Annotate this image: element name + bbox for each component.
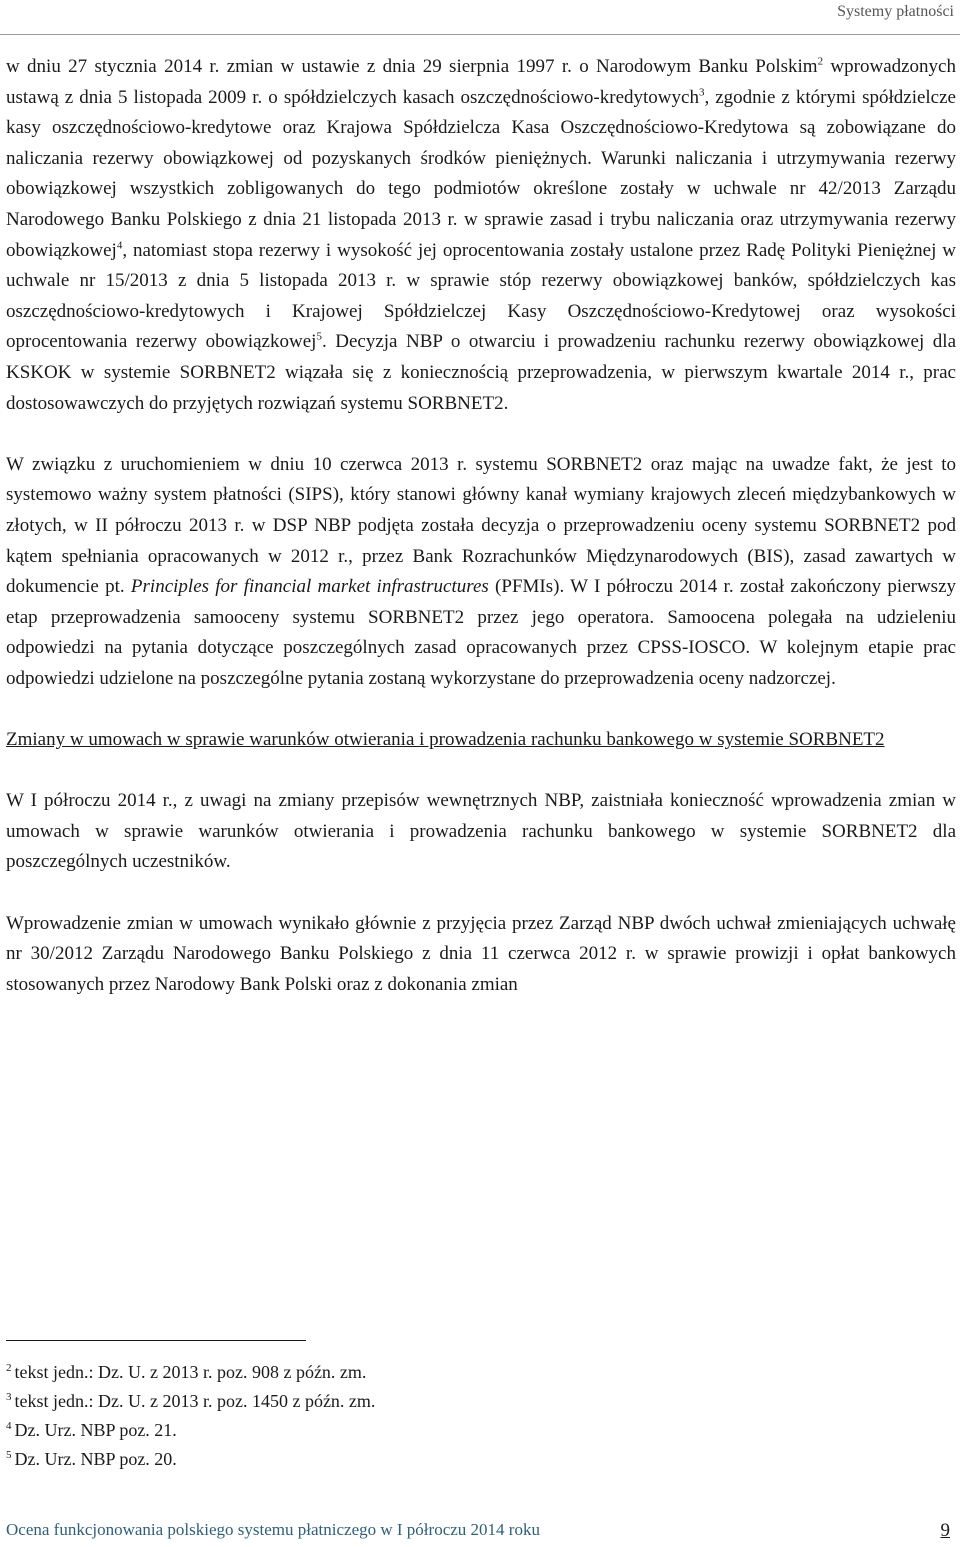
paragraph-ocena-sorbnet2 xyxy=(6,450,956,695)
footnote-item xyxy=(6,1358,906,1387)
paragraph-text: , zgodnie z którymi spółdzielcze kasy oszczędnościowo-kredytowe oraz Krajowa Spółdzielcza Kasa Oszczędnościowo-Kredytowa są zobowiązane do naliczania rezerwy obowiązkowej od pozyskanych środków pieniężnych. Warunki naliczania i utrzymywania rezerwy obowiązkowej wszystkich zobligowanych do tego podmiotów określone zostały w uchwale nr 42/2013 Zarządu Narodowego Banku Polskiego z dnia 21 listopada 2013 r. w sprawie zasad i trybu naliczania oraz utrzymywania rezerwy obowiązkowej xyxy=(6,86,956,261)
footnote-item xyxy=(6,1445,906,1474)
footnote-number: 4 xyxy=(6,1420,12,1432)
footnote-number: 5 xyxy=(6,1449,12,1461)
header-title: Systemy płatności xyxy=(837,3,954,20)
paragraph-rezerwa xyxy=(6,52,956,419)
paragraph-text: , natomiast stopa rezerwy i wysokość jej oprocentowania zostały ustalone przez Radę Polityki Pieniężnej w uchwale nr 15/2013 z dnia 5 listopada 2013 r. w sprawie stóp rezerwy obowiązkowej banków, spółdzielczych kas oszczędnościowo-kredytowych i Krajowej Spółdzielczej Kasy Oszczędnościowo-Kredytowej oraz wysokości oprocentowania rezerwy obowiązkowej xyxy=(6,239,956,353)
footnote-ref[interactable]: 4 xyxy=(116,239,123,252)
footnote-text: tekst jedn.: Dz. U. z 2013 r. poz. 908 z późn. zm. xyxy=(14,1362,367,1382)
paragraph-text: (PFMIs). W I półroczu 2014 r. został zakończony pierwszy etap przeprowadzenia samooceny systemu SORBNET2 przez jego operatora. Samoocena polegała na udzieleniu odpowiedzi na pytania dotyczące poszczególnych zasad opracowanych przez CPSS-IOSCO. W kolejnym etapie prac odpowiedzi udzielone na poszczególne pytania zostaną wykorzystane do przeprowadzenia oceny nadzorczej. xyxy=(6,576,957,689)
footnote-separator xyxy=(6,1340,306,1341)
paragraph-text: w dniu 27 stycznia 2014 r. zmian w ustawie z dnia 29 sierpnia 1997 r. o Narodowym Banku Polskim xyxy=(6,56,818,77)
footnote-text: Dz. Urz. NBP poz. 21. xyxy=(14,1420,177,1440)
footnote-item xyxy=(6,1387,906,1416)
footnotes xyxy=(6,1358,906,1474)
footnote-ref[interactable]: 5 xyxy=(316,331,322,344)
page-number: 9 xyxy=(940,1520,950,1541)
footnote-ref[interactable]: 2 xyxy=(817,55,824,68)
paragraph-text: . Decyzja NBP o otwarciu i prowadzeniu rachunku rezerwy obowiązkowej dla KSKOK w systemie SORBNET2 wiązała się z koniecznością przeprowadzenia, w pierwszym kwartale 2014 r., prac dostosowawczych do przyjętych rozwiązań systemu SORBNET2. xyxy=(6,331,957,414)
document-title-italic: Principles for financial market infrastructures xyxy=(130,576,489,598)
paragraph-wprowadzenie-zmian: Wprowadzenie zmian w umowach wynikało głównie z przyjęcia przez Zarząd NBP dwóch uchwał zmieniających uchwałę nr 30/2012 Zarządu Narodowego Banku Polskiego z dnia 11 czerwca 2012 r. w sprawie prowizji i opłat bankowych stosowanych przez Narodowy Bank Polski oraz z dokonania zmian xyxy=(6,912,956,995)
footnote-number: 2 xyxy=(6,1362,12,1374)
footnote-text: Dz. Urz. NBP poz. 20. xyxy=(14,1449,177,1469)
footnote-ref[interactable]: 3 xyxy=(698,86,705,99)
paragraph-text: W związku z uruchomieniem w dniu 10 czerwca 2013 r. systemu SORBNET2 oraz mając na uwadze fakt, że jest to systemowo ważny system płatności (SIPS), który stanowi główny kanał wymiany krajowych zleceń międzybankowych w złotych, w II półroczu 2013 r. w DSP NBP podjęta została decyzja o przeprowadzeniu oceny systemu SORBNET2 pod kątem spełniania opracowanych w 2012 r., przez Bank Rozrachunków Międzynarodowych (BIS), zasad zawartych w dokumencie pt. xyxy=(6,453,956,598)
paragraph-text: wprowadzonych ustawą z dnia 5 listopada 2009 r. o spółdzielczych kasach oszczędnościowo-kredytowych xyxy=(6,56,956,108)
paragraph-zmiany-umow: W I półroczu 2014 r., z uwagi na zmiany przepisów wewnętrznych NBP, zaistniała konieczność wprowadzenia zmian w umowach w sprawie warunków otwierania i prowadzenia rachunku bankowego w systemie SORBNET2 dla poszczególnych uczestników. xyxy=(6,790,956,873)
document-body xyxy=(6,52,956,1000)
footnote-text: tekst jedn.: Dz. U. z 2013 r. poz. 1450 z późn. zm. xyxy=(14,1391,376,1411)
footer-title: Ocena funkcjonowania polskiego systemu płatniczego w I półroczu 2014 roku xyxy=(6,1520,540,1539)
footnote-item xyxy=(6,1416,906,1445)
footnote-number: 3 xyxy=(6,1391,12,1403)
page-header xyxy=(0,0,960,35)
section-heading: Zmiany w umowach w sprawie warunków otwierania i prowadzenia rachunku bankowego w systemie SORBNET2 xyxy=(6,729,885,751)
